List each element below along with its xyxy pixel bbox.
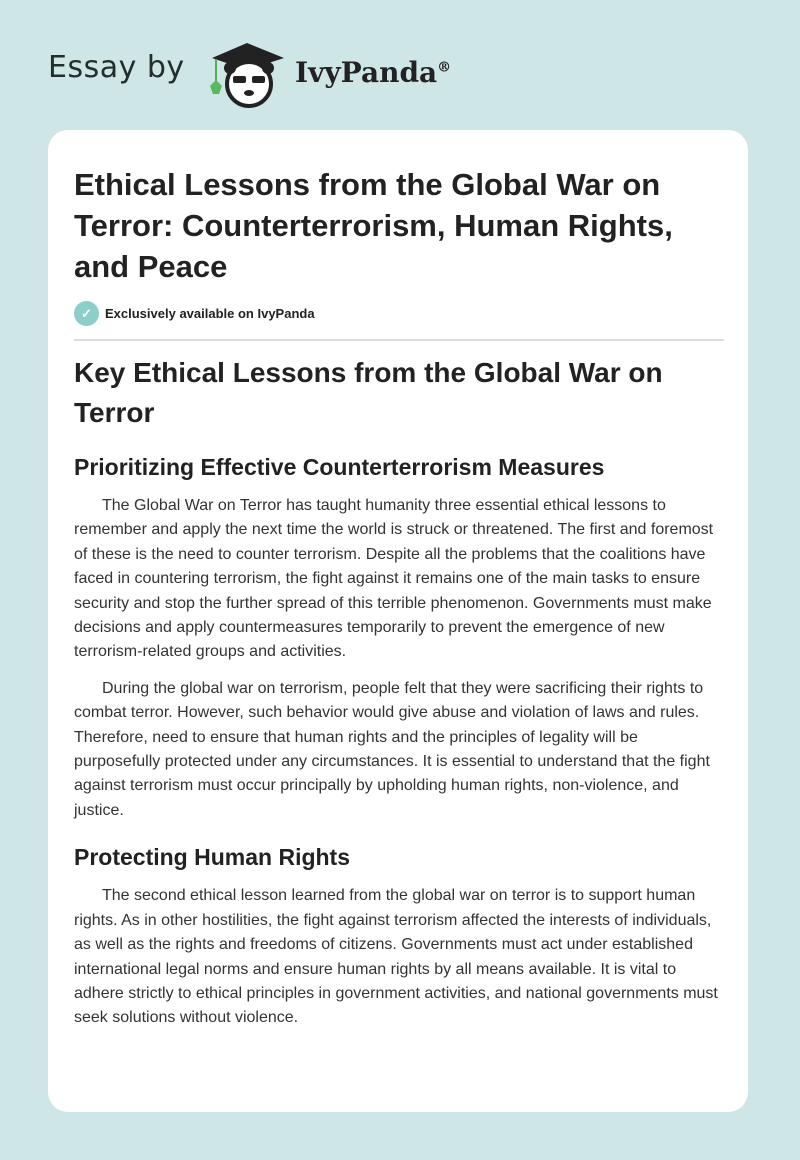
brand-name[interactable]: IvyPanda® <box>295 56 452 89</box>
paragraph: During the global war on terrorism, people felt that they were sacrificing their rights to combat terror. However, such behavior would give abuse and violation of laws and rules. Therefore, need to ensure that human rights and the principles of legality will be purposefully protected under any circumstances. It is essential to understand that the fight against terrorism must occur principally by upholding human rights, non-violence, and justice. <box>74 679 710 819</box>
check-icon: ✓ <box>74 301 99 326</box>
badge-label: Exclusively available on IvyPanda <box>105 306 315 321</box>
subheading: Prioritizing Effective Counterterrorism Measures <box>74 454 605 480</box>
section-heading: Key Ethical Lessons from the Global War on Terror <box>74 357 663 428</box>
panda-logo-icon[interactable] <box>202 38 292 108</box>
paragraph: The Global War on Terror has taught humanity three essential ethical lessons to remember and apply the next time the world is struck or threatened. The first and foremost of these is the need to counter terrorism. Despite all the problems that the coalitions have faced in countering terrorism, the fight against it remains one of the main tasks to ensure security and stop the further spread of this terrible phenomenon. Governments must make decisions and apply countermeasures temporarily to prevent the emergence of new terrorism-related groups and activities. <box>74 497 714 661</box>
site-header <box>0 20 800 120</box>
essay-by-label: Essay by <box>48 50 185 85</box>
paragraph: The second ethical lesson learned from the global war on terror is to support human rights. As in other hostilities, the fight against terrorism affected the interests of individuals, as well as the rights and freedoms of citizens. Governments must act under established international legal norms and ensure human rights by all means available. It is vital to adhere strictly to ethical principles in government activities, and national governments must seek solutions without violence. <box>74 887 718 1027</box>
subheading: Protecting Human Rights <box>74 844 351 871</box>
essay-title: Ethical Lessons from the Global War on Terror: Counterterrorism, Human Rights, and Peace <box>74 167 673 284</box>
exclusive-badge <box>74 301 724 326</box>
essay-card <box>48 130 748 1112</box>
divider <box>74 339 724 341</box>
